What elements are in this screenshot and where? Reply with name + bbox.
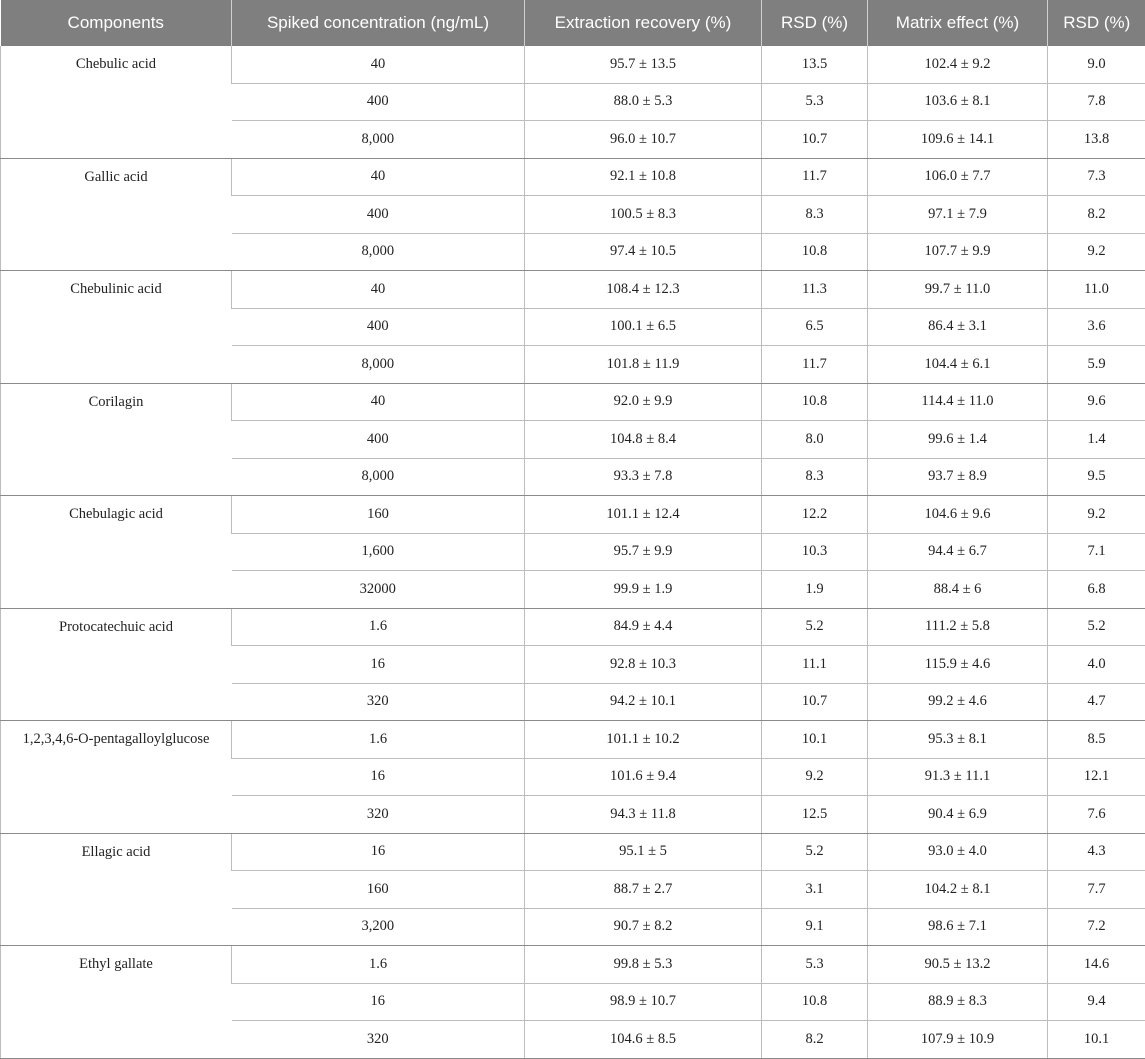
rsd-matrix-cell: 6.8 [1048, 571, 1145, 609]
extraction-recovery-cell: 94.2 ± 10.1 [525, 683, 762, 721]
rsd-recovery-cell: 5.3 [762, 946, 868, 984]
matrix-effect-cell: 86.4 ± 3.1 [868, 308, 1048, 346]
matrix-effect-cell: 107.9 ± 10.9 [868, 1021, 1048, 1059]
extraction-recovery-cell: 96.0 ± 10.7 [525, 121, 762, 159]
rsd-recovery-cell: 3.1 [762, 871, 868, 909]
rsd-recovery-cell: 12.2 [762, 496, 868, 534]
extraction-recovery-cell: 95.1 ± 5 [525, 833, 762, 871]
rsd-matrix-cell: 9.2 [1048, 496, 1145, 534]
matrix-effect-cell: 88.9 ± 8.3 [868, 983, 1048, 1021]
rsd-recovery-cell: 6.5 [762, 308, 868, 346]
rsd-matrix-cell: 3.6 [1048, 308, 1145, 346]
rsd-matrix-cell: 7.3 [1048, 158, 1145, 196]
rsd-recovery-cell: 8.3 [762, 196, 868, 234]
matrix-effect-cell: 97.1 ± 7.9 [868, 196, 1048, 234]
rsd-matrix-cell: 14.6 [1048, 946, 1145, 984]
rsd-matrix-cell: 9.6 [1048, 383, 1145, 421]
component-name-cell: Ellagic acid [1, 833, 232, 946]
spiked-concentration-cell: 320 [232, 796, 525, 834]
header-spiked-concentration: Spiked concentration (ng/mL) [232, 0, 525, 46]
spiked-concentration-cell: 400 [232, 421, 525, 459]
component-name-cell: Corilagin [1, 383, 232, 496]
header-rsd-matrix: RSD (%) [1048, 0, 1145, 46]
rsd-recovery-cell: 8.3 [762, 458, 868, 496]
table-row [1, 608, 1145, 646]
spiked-concentration-cell: 16 [232, 983, 525, 1021]
rsd-recovery-cell: 10.3 [762, 533, 868, 571]
matrix-effect-cell: 99.2 ± 4.6 [868, 683, 1048, 721]
extraction-recovery-cell: 90.7 ± 8.2 [525, 908, 762, 946]
rsd-recovery-cell: 11.3 [762, 271, 868, 309]
rsd-recovery-cell: 10.8 [762, 983, 868, 1021]
rsd-recovery-cell: 9.1 [762, 908, 868, 946]
extraction-recovery-cell: 99.8 ± 5.3 [525, 946, 762, 984]
matrix-effect-cell: 115.9 ± 4.6 [868, 646, 1048, 684]
extraction-recovery-cell: 108.4 ± 12.3 [525, 271, 762, 309]
matrix-effect-cell: 99.7 ± 11.0 [868, 271, 1048, 309]
rsd-matrix-cell: 7.8 [1048, 83, 1145, 121]
matrix-effect-cell: 90.5 ± 13.2 [868, 946, 1048, 984]
matrix-effect-cell: 106.0 ± 7.7 [868, 158, 1048, 196]
matrix-effect-cell: 98.6 ± 7.1 [868, 908, 1048, 946]
extraction-recovery-cell: 94.3 ± 11.8 [525, 796, 762, 834]
spiked-concentration-cell: 32000 [232, 571, 525, 609]
rsd-matrix-cell: 7.2 [1048, 908, 1145, 946]
rsd-recovery-cell: 5.2 [762, 833, 868, 871]
spiked-concentration-cell: 400 [232, 196, 525, 234]
rsd-recovery-cell: 10.1 [762, 721, 868, 759]
rsd-recovery-cell: 5.2 [762, 608, 868, 646]
extraction-recovery-cell: 101.1 ± 10.2 [525, 721, 762, 759]
table-row [1, 946, 1145, 984]
rsd-recovery-cell: 12.5 [762, 796, 868, 834]
extraction-recovery-cell: 100.5 ± 8.3 [525, 196, 762, 234]
table-row [1, 271, 1145, 309]
matrix-effect-cell: 104.2 ± 8.1 [868, 871, 1048, 909]
spiked-concentration-cell: 40 [232, 271, 525, 309]
rsd-recovery-cell: 10.7 [762, 121, 868, 159]
component-name-cell: Gallic acid [1, 158, 232, 271]
component-name-cell: Ethyl gallate [1, 946, 232, 1059]
rsd-matrix-cell: 4.0 [1048, 646, 1145, 684]
extraction-recovery-cell: 88.0 ± 5.3 [525, 83, 762, 121]
rsd-recovery-cell: 8.0 [762, 421, 868, 459]
rsd-matrix-cell: 8.2 [1048, 196, 1145, 234]
rsd-matrix-cell: 12.1 [1048, 758, 1145, 796]
rsd-recovery-cell: 5.3 [762, 83, 868, 121]
rsd-recovery-cell: 11.1 [762, 646, 868, 684]
header-matrix-effect: Matrix effect (%) [868, 0, 1048, 46]
matrix-effect-cell: 111.2 ± 5.8 [868, 608, 1048, 646]
rsd-matrix-cell: 9.5 [1048, 458, 1145, 496]
matrix-effect-cell: 93.0 ± 4.0 [868, 833, 1048, 871]
extraction-recovery-cell: 104.8 ± 8.4 [525, 421, 762, 459]
spiked-concentration-cell: 40 [232, 46, 525, 83]
extraction-recovery-cell: 104.6 ± 8.5 [525, 1021, 762, 1059]
extraction-recovery-cell: 95.7 ± 13.5 [525, 46, 762, 83]
rsd-matrix-cell: 4.7 [1048, 683, 1145, 721]
rsd-matrix-cell: 10.1 [1048, 1021, 1145, 1059]
rsd-matrix-cell: 11.0 [1048, 271, 1145, 309]
extraction-recovery-cell: 92.0 ± 9.9 [525, 383, 762, 421]
rsd-recovery-cell: 10.8 [762, 233, 868, 271]
component-name-cell: Protocatechuic acid [1, 608, 232, 721]
rsd-matrix-cell: 9.2 [1048, 233, 1145, 271]
extraction-recovery-cell: 95.7 ± 9.9 [525, 533, 762, 571]
component-name-cell: Chebulic acid [1, 46, 232, 158]
spiked-concentration-cell: 1.6 [232, 608, 525, 646]
rsd-recovery-cell: 10.8 [762, 383, 868, 421]
rsd-recovery-cell: 1.9 [762, 571, 868, 609]
rsd-recovery-cell: 11.7 [762, 158, 868, 196]
table-row [1, 833, 1145, 871]
rsd-recovery-cell: 8.2 [762, 1021, 868, 1059]
component-name-cell: Chebulinic acid [1, 271, 232, 384]
rsd-matrix-cell: 1.4 [1048, 421, 1145, 459]
spiked-concentration-cell: 160 [232, 871, 525, 909]
spiked-concentration-cell: 1.6 [232, 946, 525, 984]
extraction-recovery-cell: 97.4 ± 10.5 [525, 233, 762, 271]
matrix-effect-cell: 88.4 ± 6 [868, 571, 1048, 609]
extraction-recovery-cell: 101.6 ± 9.4 [525, 758, 762, 796]
extraction-recovery-cell: 101.8 ± 11.9 [525, 346, 762, 384]
rsd-matrix-cell: 7.7 [1048, 871, 1145, 909]
rsd-matrix-cell: 8.5 [1048, 721, 1145, 759]
rsd-recovery-cell: 9.2 [762, 758, 868, 796]
spiked-concentration-cell: 1.6 [232, 721, 525, 759]
spiked-concentration-cell: 400 [232, 83, 525, 121]
matrix-effect-cell: 99.6 ± 1.4 [868, 421, 1048, 459]
matrix-effect-cell: 114.4 ± 11.0 [868, 383, 1048, 421]
rsd-recovery-cell: 11.7 [762, 346, 868, 384]
spiked-concentration-cell: 16 [232, 758, 525, 796]
rsd-matrix-cell: 5.2 [1048, 608, 1145, 646]
table-row [1, 46, 1145, 83]
component-name-cell: 1,2,3,4,6-O-pentagalloylglucose [1, 721, 232, 834]
matrix-effect-cell: 104.4 ± 6.1 [868, 346, 1048, 384]
matrix-effect-cell: 107.7 ± 9.9 [868, 233, 1048, 271]
table-row [1, 383, 1145, 421]
spiked-concentration-cell: 8,000 [232, 458, 525, 496]
component-name-cell: Chebulagic acid [1, 496, 232, 609]
header-extraction-recovery: Extraction recovery (%) [525, 0, 762, 46]
spiked-concentration-cell: 320 [232, 683, 525, 721]
spiked-concentration-cell: 320 [232, 1021, 525, 1059]
extraction-recovery-cell: 100.1 ± 6.5 [525, 308, 762, 346]
header-rsd-recovery: RSD (%) [762, 0, 868, 46]
matrix-effect-cell: 95.3 ± 8.1 [868, 721, 1048, 759]
rsd-matrix-cell: 13.8 [1048, 121, 1145, 159]
table-row [1, 158, 1145, 196]
spiked-concentration-cell: 3,200 [232, 908, 525, 946]
spiked-concentration-cell: 16 [232, 833, 525, 871]
matrix-effect-cell: 91.3 ± 11.1 [868, 758, 1048, 796]
rsd-recovery-cell: 10.7 [762, 683, 868, 721]
spiked-concentration-cell: 40 [232, 158, 525, 196]
extraction-recovery-cell: 88.7 ± 2.7 [525, 871, 762, 909]
extraction-recovery-cell: 99.9 ± 1.9 [525, 571, 762, 609]
extraction-recovery-cell: 93.3 ± 7.8 [525, 458, 762, 496]
matrix-effect-cell: 104.6 ± 9.6 [868, 496, 1048, 534]
matrix-effect-cell: 94.4 ± 6.7 [868, 533, 1048, 571]
extraction-recovery-cell: 92.8 ± 10.3 [525, 646, 762, 684]
table-row [1, 721, 1145, 759]
spiked-concentration-cell: 400 [232, 308, 525, 346]
header-components: Components [1, 0, 232, 46]
rsd-matrix-cell: 4.3 [1048, 833, 1145, 871]
table-body [1, 46, 1145, 1058]
header-row [1, 0, 1145, 46]
matrix-effect-cell: 109.6 ± 14.1 [868, 121, 1048, 159]
extraction-recovery-cell: 84.9 ± 4.4 [525, 608, 762, 646]
spiked-concentration-cell: 160 [232, 496, 525, 534]
rsd-matrix-cell: 7.1 [1048, 533, 1145, 571]
table-row [1, 496, 1145, 534]
extraction-recovery-cell: 101.1 ± 12.4 [525, 496, 762, 534]
rsd-matrix-cell: 5.9 [1048, 346, 1145, 384]
extraction-recovery-cell: 98.9 ± 10.7 [525, 983, 762, 1021]
spiked-concentration-cell: 8,000 [232, 346, 525, 384]
rsd-matrix-cell: 9.0 [1048, 46, 1145, 83]
matrix-effect-cell: 90.4 ± 6.9 [868, 796, 1048, 834]
spiked-concentration-cell: 40 [232, 383, 525, 421]
spiked-concentration-cell: 1,600 [232, 533, 525, 571]
spiked-concentration-cell: 8,000 [232, 233, 525, 271]
spiked-concentration-cell: 16 [232, 646, 525, 684]
rsd-recovery-cell: 13.5 [762, 46, 868, 83]
extraction-recovery-cell: 92.1 ± 10.8 [525, 158, 762, 196]
matrix-effect-cell: 102.4 ± 9.2 [868, 46, 1048, 83]
rsd-matrix-cell: 7.6 [1048, 796, 1145, 834]
matrix-effect-cell: 103.6 ± 8.1 [868, 83, 1048, 121]
matrix-effect-cell: 93.7 ± 8.9 [868, 458, 1048, 496]
rsd-matrix-cell: 9.4 [1048, 983, 1145, 1021]
spiked-concentration-cell: 8,000 [232, 121, 525, 159]
